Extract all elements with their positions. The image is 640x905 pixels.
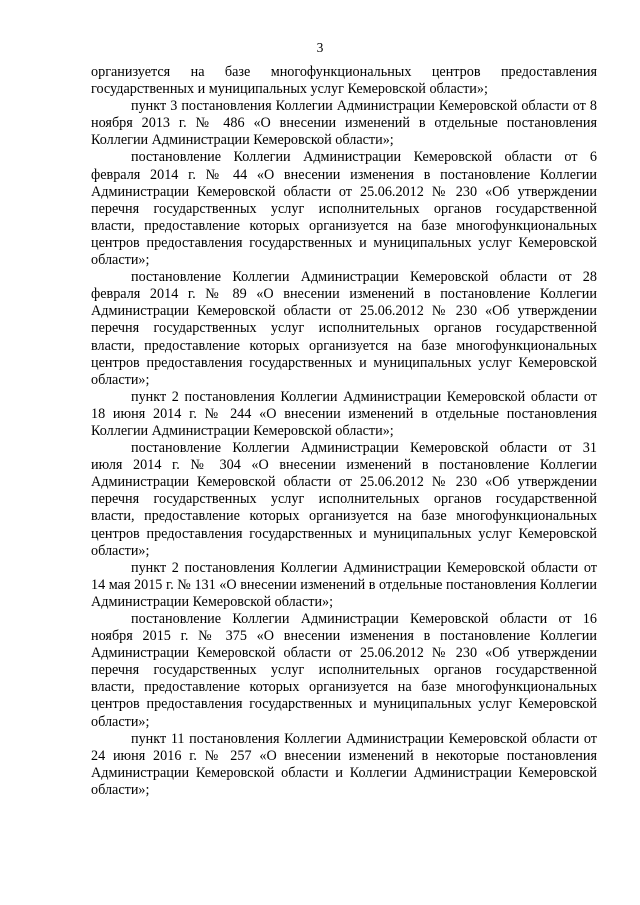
paragraph: постановление Коллегии Администрации Кемеровской области от 16 ноября 2015 г. № 375 «О внесении изменения в постановление Коллегии Администрации Кемеровской области от 25.06.2012 № 230 «Об утверждении перечня государственных услуг исполнительных органов государственной власти, предоставление которых организуется на базе многофункциональных центров предоставления государственных и муниципальных услуг Кемеровской области»; [91,611,597,730]
page-number: 3 [316,40,324,55]
paragraph: постановление Коллегии Администрации Кемеровской области от 31 июля 2014 г. № 304 «О внесении изменений в постановление Коллегии Администрации Кемеровской области от 25.06.2012 № 230 «Об утверждении перечня государственных услуг исполнительных органов государственной власти, предоставление которых организуется на базе многофункциональных центров предоставления государственных и муниципальных услуг Кемеровской области»; [91,440,597,559]
paragraph: пункт 3 постановления Коллегии Администрации Кемеровской области от 8 ноября 2013 г. № 486 «О внесении изменений в отдельные постановления Коллегии Администрации Кемеровской области»; [91,98,597,149]
paragraph: организуется на базе многофункциональных центров предоставления государственных и муниципальных услуг Кемеровской области»; [91,64,597,98]
document-body [91,64,597,799]
paragraph: постановление Коллегии Администрации Кемеровской области от 6 февраля 2014 г. № 44 «О внесении изменения в постановление Коллегии Администрации Кемеровской области от 25.06.2012 № 230 «Об утверждении перечня государственных услуг исполнительных органов государственной власти, предоставление которых организуется на базе многофункциональных центров предоставления государственных и муниципальных услуг Кемеровской области»; [91,149,597,269]
paragraph: постановление Коллегии Администрации Кемеровской области от 28 февраля 2014 г. № 89 «О внесении изменений в постановление Коллегии Администрации Кемеровской области от 25.06.2012 № 230 «Об утверждении перечня государственных услуг исполнительных органов государственной власти, предоставление которых организуется на базе многофункциональных центров предоставления государственных и муниципальных услуг Кемеровской области»; [91,269,597,388]
paragraph: пункт 2 постановления Коллегии Администрации Кемеровской области от 18 июня 2014 г. № 244 «О внесении изменений в отдельные постановления Коллегии Администрации Кемеровской области»; [91,388,597,439]
paragraph: пункт 2 постановления Коллегии Администрации Кемеровской области от 14 мая 2015 г. № 131 «О внесении изменений в отдельные постановления Коллегии Администрации Кемеровской области»; [91,559,597,610]
paragraph: пункт 11 постановления Коллегии Администрации Кемеровской области от 24 июня 2016 г. № 257 «О внесении изменений в некоторые постановления Администрации Кемеровской области и Коллегии Администрации Кемеровской области»; [91,730,597,798]
